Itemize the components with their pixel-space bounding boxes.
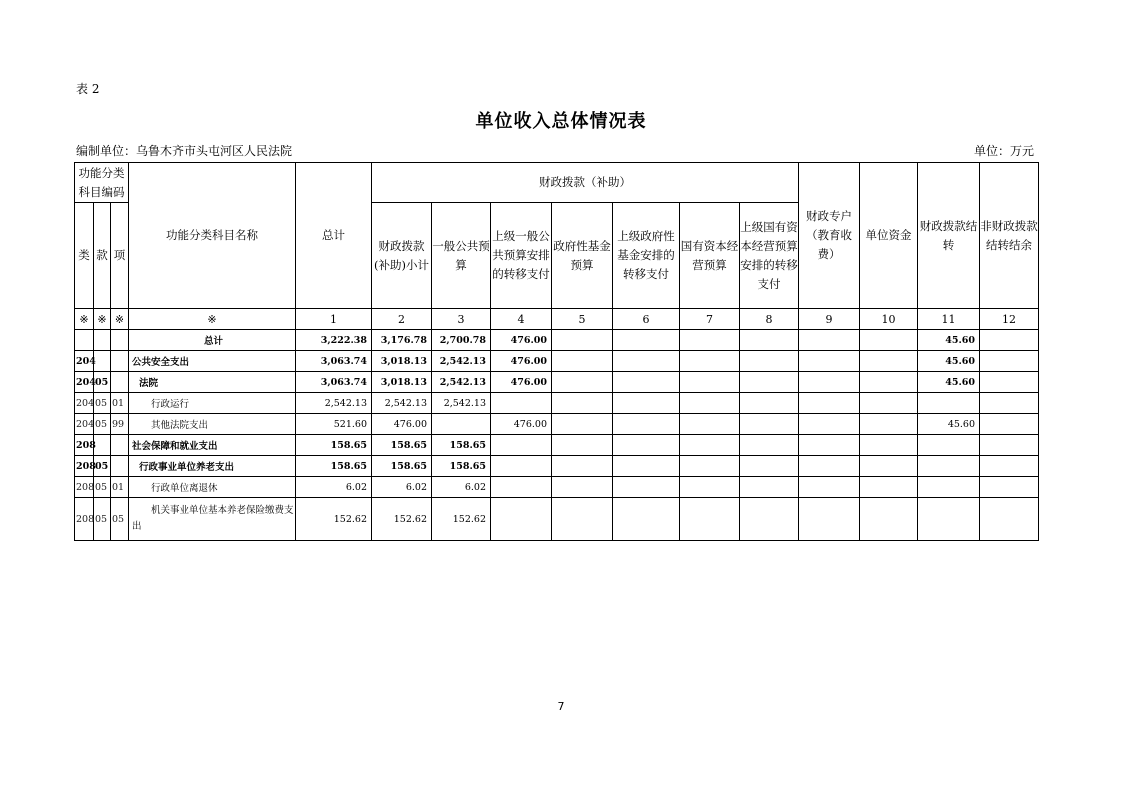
cell-lei: 204 <box>75 414 94 435</box>
cell-general <box>432 414 491 435</box>
cell-carryover: 45.60 <box>918 351 980 372</box>
cell-total: 3,222.38 <box>296 330 372 351</box>
cell-upper-general: 476.00 <box>491 372 552 393</box>
cell-name: 社会保障和就业支出 <box>129 435 296 456</box>
cell-fiscal-sub: 152.62 <box>372 498 432 541</box>
cell-fiscal-sub: 476.00 <box>372 414 432 435</box>
cell-general: 158.65 <box>432 435 491 456</box>
cell-general: 2,700.78 <box>432 330 491 351</box>
cell-fiscal-sub: 3,176.78 <box>372 330 432 351</box>
index-row <box>75 309 1039 330</box>
index-cell: ※ <box>111 309 129 330</box>
header-carryover: 财政拨款结转 <box>918 163 980 309</box>
cell-total: 3,063.74 <box>296 351 372 372</box>
cell-lei: 208 <box>75 498 94 541</box>
cell-carryover: 45.60 <box>918 414 980 435</box>
cell-lei: 204 <box>75 351 94 372</box>
cell-upper-general: 476.00 <box>491 414 552 435</box>
cell-xiang: 01 <box>111 393 129 414</box>
cell-fiscal-sub: 3,018.13 <box>372 351 432 372</box>
index-cell: 3 <box>432 309 491 330</box>
cell-kuan <box>94 435 111 456</box>
header-lei: 类 <box>75 203 94 309</box>
cell-name: 总计 <box>129 330 296 351</box>
cell-name: 行政运行 <box>129 393 296 414</box>
index-cell: ※ <box>94 309 111 330</box>
cell-carryover <box>918 435 980 456</box>
cell-lei <box>75 330 94 351</box>
cell-total: 158.65 <box>296 435 372 456</box>
cell-name: 行政事业单位养老支出 <box>129 456 296 477</box>
cell-kuan: 05 <box>94 477 111 498</box>
header-name: 功能分类科目名称 <box>129 163 296 309</box>
cell-kuan: 05 <box>94 393 111 414</box>
cell-upper-general <box>491 477 552 498</box>
cell-lei: 208 <box>75 435 94 456</box>
header-total: 总计 <box>296 163 372 309</box>
cell-xiang: 99 <box>111 414 129 435</box>
header-upper-general: 上级一般公共预算安排的转移支付 <box>491 203 552 309</box>
cell-name: 机关事业单位基本养老保险缴费支出 <box>129 498 296 541</box>
header-fiscal-group: 财政拨款（补助） <box>372 163 799 203</box>
header-fiscal-sub: 财政拨款(补助)小计 <box>372 203 432 309</box>
header-general: 一般公共预算 <box>432 203 491 309</box>
cell-carryover: 45.60 <box>918 372 980 393</box>
cell-xiang <box>111 456 129 477</box>
index-cell: 9 <box>799 309 860 330</box>
cell-fiscal-sub: 3,018.13 <box>372 372 432 393</box>
cell-total: 2,542.13 <box>296 393 372 414</box>
cell-carryover <box>918 477 980 498</box>
table-row <box>75 435 1039 456</box>
cell-general: 2,542.13 <box>432 351 491 372</box>
index-cell: 5 <box>552 309 613 330</box>
cell-general: 2,542.13 <box>432 372 491 393</box>
header-unit-fund: 单位资金 <box>860 163 918 309</box>
cell-fiscal-sub: 6.02 <box>372 477 432 498</box>
page-title: 单位收入总体情况表 <box>475 111 647 132</box>
cell-fiscal-sub: 158.65 <box>372 456 432 477</box>
index-cell: 10 <box>860 309 918 330</box>
cell-name: 公共安全支出 <box>129 351 296 372</box>
cell-carryover: 45.60 <box>918 330 980 351</box>
table-row <box>75 393 1039 414</box>
cell-general: 6.02 <box>432 477 491 498</box>
cell-kuan: 05 <box>94 456 111 477</box>
index-cell: 7 <box>680 309 740 330</box>
cell-name: 其他法院支出 <box>129 414 296 435</box>
header-non-fiscal: 非财政拨款结转结余 <box>980 163 1039 309</box>
cell-fiscal-sub: 2,542.13 <box>372 393 432 414</box>
index-cell: ※ <box>75 309 94 330</box>
cell-lei: 204 <box>75 372 94 393</box>
table-tag: 表 2 <box>76 82 100 96</box>
cell-upper-general <box>491 456 552 477</box>
cell-name: 行政单位离退休 <box>129 477 296 498</box>
index-cell: 8 <box>740 309 799 330</box>
cell-general: 152.62 <box>432 498 491 541</box>
table-row <box>75 330 1039 351</box>
cell-lei: 208 <box>75 477 94 498</box>
table-row <box>75 477 1039 498</box>
cell-upper-general: 476.00 <box>491 330 552 351</box>
unit-label: 单位：万元 <box>973 144 1034 158</box>
cell-kuan <box>94 330 111 351</box>
cell-kuan: 05 <box>94 414 111 435</box>
header-upper-state-capital: 上级国有资本经营预算安排的转移支付 <box>740 203 799 309</box>
index-cell: 11 <box>918 309 980 330</box>
table-row <box>75 414 1039 435</box>
cell-general: 2,542.13 <box>432 393 491 414</box>
income-table <box>74 162 1039 541</box>
cell-total: 3,063.74 <box>296 372 372 393</box>
cell-xiang: 05 <box>111 498 129 541</box>
index-cell: 4 <box>491 309 552 330</box>
cell-carryover <box>918 456 980 477</box>
org-label: 编制单位：乌鲁木齐市头屯河区人民法院 <box>76 144 293 158</box>
page-number: 7 <box>557 700 565 713</box>
cell-total: 521.60 <box>296 414 372 435</box>
header-special: 财政专户（教育收费） <box>799 163 860 309</box>
cell-upper-general <box>491 435 552 456</box>
index-cell: 12 <box>980 309 1039 330</box>
header-kuan: 款 <box>94 203 111 309</box>
cell-xiang: 01 <box>111 477 129 498</box>
cell-fiscal-sub: 158.65 <box>372 435 432 456</box>
table-row <box>75 456 1039 477</box>
cell-total: 6.02 <box>296 477 372 498</box>
header-xiang: 项 <box>111 203 129 309</box>
cell-xiang <box>111 372 129 393</box>
cell-xiang <box>111 330 129 351</box>
cell-general: 158.65 <box>432 456 491 477</box>
cell-upper-general <box>491 498 552 541</box>
index-cell: ※ <box>129 309 296 330</box>
table-row <box>75 351 1039 372</box>
header-code-group: 功能分类科目编码 <box>75 163 129 203</box>
index-cell: 2 <box>372 309 432 330</box>
cell-carryover <box>918 393 980 414</box>
header-state-capital: 国有资本经营预算 <box>680 203 740 309</box>
cell-kuan: 05 <box>94 498 111 541</box>
header-gov-fund: 政府性基金预算 <box>552 203 613 309</box>
index-cell: 6 <box>613 309 680 330</box>
cell-kuan <box>94 351 111 372</box>
index-cell: 1 <box>296 309 372 330</box>
cell-lei: 208 <box>75 456 94 477</box>
cell-xiang <box>111 435 129 456</box>
cell-upper-general <box>491 393 552 414</box>
cell-kuan: 05 <box>94 372 111 393</box>
cell-total: 152.62 <box>296 498 372 541</box>
cell-name: 法院 <box>129 372 296 393</box>
cell-total: 158.65 <box>296 456 372 477</box>
cell-carryover <box>918 498 980 541</box>
cell-xiang <box>111 351 129 372</box>
table-row <box>75 498 1039 541</box>
table-row <box>75 372 1039 393</box>
cell-lei: 204 <box>75 393 94 414</box>
cell-upper-general: 476.00 <box>491 351 552 372</box>
header-upper-gov-fund: 上级政府性基金安排的转移支付 <box>613 203 680 309</box>
